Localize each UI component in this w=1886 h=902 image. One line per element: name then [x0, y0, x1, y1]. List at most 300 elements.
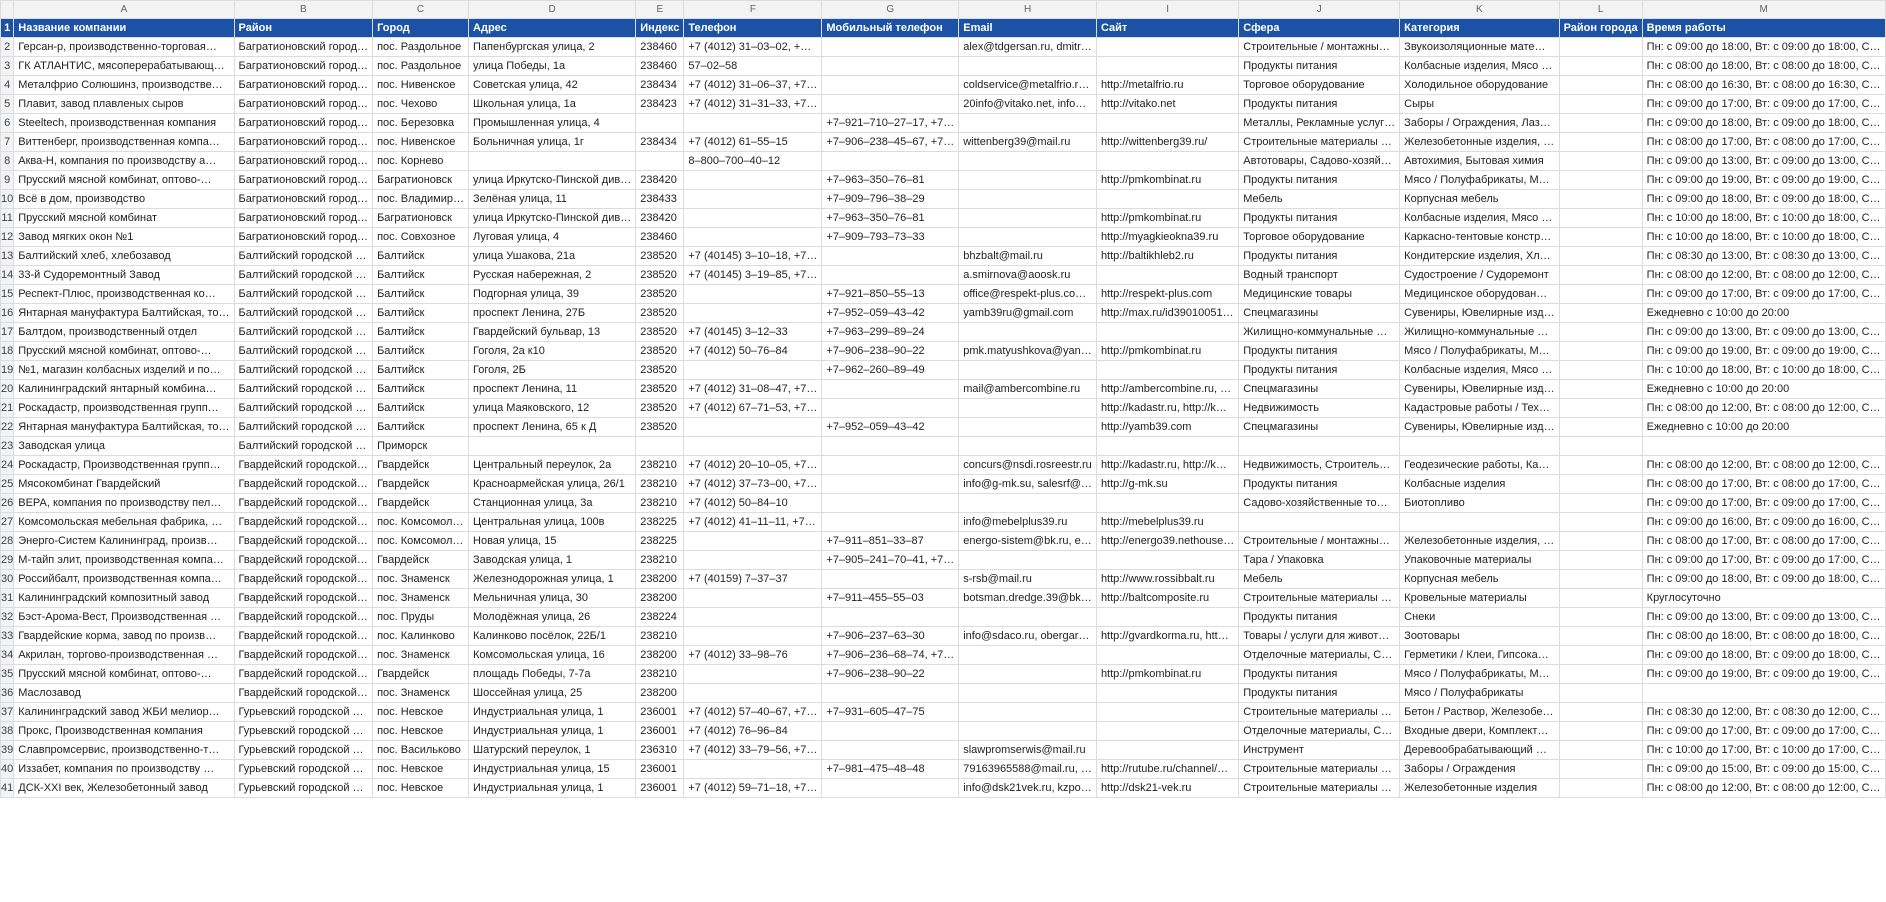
cell[interactable]: [959, 152, 1097, 171]
cell[interactable]: Гвардейский городской…: [234, 646, 373, 665]
cell[interactable]: 238460: [636, 228, 684, 247]
cell[interactable]: [959, 114, 1097, 133]
cell[interactable]: Сувениры, Ювелирные изд…: [1400, 380, 1559, 399]
cell[interactable]: Пн: с 09:00 до 13:00, Вт: с 09:00 до 13:00, С…: [1642, 608, 1885, 627]
cell[interactable]: Папенбургская улица, 2: [469, 38, 636, 57]
cell[interactable]: Недвижимость: [1239, 399, 1400, 418]
cell[interactable]: Холодильное оборудование: [1400, 76, 1559, 95]
cell[interactable]: Пн: с 10:00 до 18:00, Вт: с 10:00 до 18:00, С…: [1642, 361, 1885, 380]
column-header-d[interactable]: D: [469, 1, 636, 19]
cell[interactable]: Продукты питания: [1239, 209, 1400, 228]
cell[interactable]: пос. Невское: [373, 779, 469, 798]
cell[interactable]: Гвардейский городской…: [234, 551, 373, 570]
row-number[interactable]: 2: [1, 38, 14, 57]
cell[interactable]: Отделочные материалы, С…: [1239, 646, 1400, 665]
cell[interactable]: +7–911–455–55–03: [822, 589, 959, 608]
cell[interactable]: [822, 437, 959, 456]
cell[interactable]: Инструмент: [1239, 741, 1400, 760]
cell[interactable]: Снеки: [1400, 608, 1559, 627]
cell[interactable]: Прусский мясной комбинат: [14, 209, 234, 228]
column-header-j[interactable]: J: [1239, 1, 1400, 19]
cell[interactable]: [636, 437, 684, 456]
cell[interactable]: Пн: с 10:00 до 18:00, Вт: с 10:00 до 18:00, С…: [1642, 209, 1885, 228]
cell[interactable]: Багратионовск: [373, 209, 469, 228]
cell[interactable]: +7 (4012) 33–98–76: [684, 646, 822, 665]
cell[interactable]: Подгорная улица, 39: [469, 285, 636, 304]
cell[interactable]: Пн: с 10:00 до 18:00, Вт: с 10:00 до 18:00, С…: [1642, 228, 1885, 247]
cell[interactable]: 236310: [636, 741, 684, 760]
cell[interactable]: Steeltech, производственная компания: [14, 114, 234, 133]
cell[interactable]: пос. Березовка: [373, 114, 469, 133]
cell[interactable]: Балтийск: [373, 361, 469, 380]
cell[interactable]: Железнодорожная улица, 1: [469, 570, 636, 589]
cell[interactable]: [959, 171, 1097, 190]
cell[interactable]: Мясокомбинат Гвардейский: [14, 475, 234, 494]
cell[interactable]: Балтийский городской …: [234, 342, 373, 361]
cell[interactable]: http://kadastr.ru, http://k…: [1096, 456, 1238, 475]
cell[interactable]: [1559, 589, 1642, 608]
cell[interactable]: Геодезические работы, Ка…: [1400, 456, 1559, 475]
cell[interactable]: [959, 665, 1097, 684]
cell[interactable]: Багратионовский город…: [234, 209, 373, 228]
row-number[interactable]: 34: [1, 646, 14, 665]
cell[interactable]: Товары / услуги для живот…: [1239, 627, 1400, 646]
cell[interactable]: пос. Чехово: [373, 95, 469, 114]
cell[interactable]: Железобетонные изделия, …: [1400, 532, 1559, 551]
cell[interactable]: [684, 171, 822, 190]
cell[interactable]: Индустриальная улица, 1: [469, 722, 636, 741]
cell[interactable]: +7 (4012) 31–08–47, +7…: [684, 380, 822, 399]
cell[interactable]: Багратионовский город…: [234, 171, 373, 190]
cell[interactable]: 236001: [636, 779, 684, 798]
cell[interactable]: [822, 152, 959, 171]
cell[interactable]: Приморск: [373, 437, 469, 456]
cell[interactable]: Балтийск: [373, 304, 469, 323]
cell[interactable]: http://wittenberg39.ru/: [1096, 133, 1238, 152]
cell[interactable]: Входные двери, Комплект…: [1400, 722, 1559, 741]
cell[interactable]: +7–906–238–45–67, +7…: [822, 133, 959, 152]
cell[interactable]: 238520: [636, 266, 684, 285]
cell[interactable]: [1559, 722, 1642, 741]
cell[interactable]: [684, 304, 822, 323]
cell[interactable]: [1096, 646, 1238, 665]
cell[interactable]: [959, 228, 1097, 247]
cell[interactable]: Корпусная мебель: [1400, 190, 1559, 209]
cell[interactable]: Мясо / Полуфабрикаты, М…: [1400, 665, 1559, 684]
header-cell[interactable]: Город: [373, 19, 469, 38]
cell[interactable]: [1096, 494, 1238, 513]
cell[interactable]: пос. Васильково: [373, 741, 469, 760]
cell[interactable]: [1096, 266, 1238, 285]
cell[interactable]: +7–981–475–48–48: [822, 760, 959, 779]
cell[interactable]: Заборы / Ограждения: [1400, 760, 1559, 779]
cell[interactable]: Жилищно-коммунальные …: [1239, 323, 1400, 342]
cell[interactable]: Мебель: [1239, 190, 1400, 209]
cell[interactable]: Пн: с 09:00 до 13:00, Вт: с 09:00 до 13:00, С…: [1642, 152, 1885, 171]
cell[interactable]: Жилищно-коммунальные …: [1400, 323, 1559, 342]
cell[interactable]: [959, 703, 1097, 722]
cell[interactable]: Багратионовский город…: [234, 57, 373, 76]
cell[interactable]: +7 (4012) 76–96–84: [684, 722, 822, 741]
cell[interactable]: [1559, 551, 1642, 570]
cell[interactable]: Красноармейская улица, 26/1: [469, 475, 636, 494]
cell[interactable]: Биотопливо: [1400, 494, 1559, 513]
cell[interactable]: Гвардейский городской…: [234, 665, 373, 684]
cell[interactable]: [1559, 703, 1642, 722]
cell[interactable]: 238210: [636, 475, 684, 494]
cell[interactable]: Пн: с 08:00 до 17:00, Вт: с 08:00 до 17:00, С…: [1642, 532, 1885, 551]
cell[interactable]: Спецмагазины: [1239, 418, 1400, 437]
cell[interactable]: [469, 152, 636, 171]
cell[interactable]: Пн: с 09:00 до 19:00, Вт: с 09:00 до 19:00, С…: [1642, 665, 1885, 684]
cell[interactable]: http://yamb39.com: [1096, 418, 1238, 437]
cell[interactable]: Балтийский городской …: [234, 285, 373, 304]
cell[interactable]: [1559, 760, 1642, 779]
cell[interactable]: [1559, 418, 1642, 437]
cell[interactable]: проспект Ленина, 11: [469, 380, 636, 399]
cell[interactable]: Корпусная мебель: [1400, 570, 1559, 589]
cell[interactable]: Промышленная улица, 4: [469, 114, 636, 133]
cell[interactable]: пос. Нивенское: [373, 133, 469, 152]
cell[interactable]: Пн: с 08:00 до 17:00, Вт: с 08:00 до 17:00, С…: [1642, 133, 1885, 152]
cell[interactable]: [1559, 38, 1642, 57]
cell[interactable]: Пн: с 09:00 до 13:00, Вт: с 09:00 до 13:00, С…: [1642, 323, 1885, 342]
cell[interactable]: Колбасные изделия, Мясо …: [1400, 361, 1559, 380]
cell[interactable]: Прокс, Производственная компания: [14, 722, 234, 741]
cell[interactable]: пос. Нивенское: [373, 76, 469, 95]
cell[interactable]: 238520: [636, 399, 684, 418]
cell[interactable]: +7 (4012) 41–11–11, +7…: [684, 513, 822, 532]
cell[interactable]: [1559, 285, 1642, 304]
cell[interactable]: пос. Комсомол…: [373, 513, 469, 532]
cell[interactable]: Колбасные изделия: [1400, 475, 1559, 494]
cell[interactable]: +7–906–238–90–22: [822, 665, 959, 684]
cell[interactable]: +7–952–059–43–42: [822, 304, 959, 323]
cell[interactable]: +7 (4012) 31–03–02, +…: [684, 38, 822, 57]
cell[interactable]: пос. Совхозное: [373, 228, 469, 247]
cell[interactable]: [959, 209, 1097, 228]
row-number[interactable]: 27: [1, 513, 14, 532]
cell[interactable]: Пн: с 09:00 до 18:00, Вт: с 09:00 до 18:00, С…: [1642, 114, 1885, 133]
cell[interactable]: info@mebelplus39.ru: [959, 513, 1097, 532]
cell[interactable]: [684, 589, 822, 608]
cell[interactable]: 236001: [636, 722, 684, 741]
cell[interactable]: Продукты питания: [1239, 171, 1400, 190]
cell[interactable]: Круглосуточно: [1642, 589, 1885, 608]
header-cell[interactable]: Время работы: [1642, 19, 1885, 38]
cell[interactable]: Комсомольская улица, 16: [469, 646, 636, 665]
cell[interactable]: Багратионовский город…: [234, 38, 373, 57]
cell[interactable]: slawpromserwis@mail.ru: [959, 741, 1097, 760]
cell[interactable]: Пн: с 09:00 до 17:00, Вт: с 09:00 до 17:00, С…: [1642, 95, 1885, 114]
cell[interactable]: Бетон / Раствор, Железобе…: [1400, 703, 1559, 722]
cell[interactable]: [1400, 437, 1559, 456]
cell[interactable]: [959, 684, 1097, 703]
cell[interactable]: Герметики / Клеи, Гипсока…: [1400, 646, 1559, 665]
cell[interactable]: +7 (4012) 50–84–10: [684, 494, 822, 513]
cell[interactable]: Респект-Плюс, производственная ко…: [14, 285, 234, 304]
cell[interactable]: Гвардейский городской…: [234, 684, 373, 703]
cell[interactable]: +7 (4012) 59–71–18, +7…: [684, 779, 822, 798]
cell[interactable]: +7 (4012) 20–10–05, +7…: [684, 456, 822, 475]
cell[interactable]: Пн: с 09:00 до 18:00, Вт: с 09:00 до 18:00, С…: [1642, 646, 1885, 665]
cell[interactable]: Строительные материалы …: [1239, 703, 1400, 722]
cell[interactable]: [1559, 133, 1642, 152]
cell[interactable]: Багратионовский город…: [234, 228, 373, 247]
cell[interactable]: [1559, 399, 1642, 418]
cell[interactable]: 238433: [636, 190, 684, 209]
row-number[interactable]: 37: [1, 703, 14, 722]
column-header-a[interactable]: A: [14, 1, 234, 19]
cell[interactable]: Сувениры, Ювелирные изд…: [1400, 418, 1559, 437]
cell[interactable]: Гвардейск: [373, 551, 469, 570]
row-number[interactable]: 26: [1, 494, 14, 513]
cell[interactable]: [959, 418, 1097, 437]
cell[interactable]: 238520: [636, 323, 684, 342]
cell[interactable]: Мясо / Полуфабрикаты, М…: [1400, 171, 1559, 190]
cell[interactable]: пос. Знаменск: [373, 684, 469, 703]
column-header-i[interactable]: I: [1096, 1, 1238, 19]
row-number[interactable]: 35: [1, 665, 14, 684]
row-number[interactable]: 30: [1, 570, 14, 589]
cell[interactable]: Автохимия, Бытовая химия: [1400, 152, 1559, 171]
row-number[interactable]: 31: [1, 589, 14, 608]
cell[interactable]: [636, 152, 684, 171]
cell[interactable]: http://metalfrio.ru: [1096, 76, 1238, 95]
cell[interactable]: Гвардейский городской…: [234, 608, 373, 627]
cell[interactable]: Заводская улица: [14, 437, 234, 456]
cell[interactable]: Балтийский городской …: [234, 266, 373, 285]
cell[interactable]: 238200: [636, 684, 684, 703]
cell[interactable]: Пн: с 09:00 до 18:00, Вт: с 09:00 до 18:00, С…: [1642, 190, 1885, 209]
cell[interactable]: Калининградский композитный завод: [14, 589, 234, 608]
cell[interactable]: http://myagkieokna39.ru: [1096, 228, 1238, 247]
cell[interactable]: Пн: с 08:30 до 12:00, Вт: с 08:30 до 12:00, С…: [1642, 703, 1885, 722]
cell[interactable]: http://kadastr.ru, http://k…: [1096, 399, 1238, 418]
cell[interactable]: +7–906–237–63–30: [822, 627, 959, 646]
cell[interactable]: Металфрио Солюшинз, производстве…: [14, 76, 234, 95]
row-number[interactable]: 22: [1, 418, 14, 437]
cell[interactable]: 57–02–58: [684, 57, 822, 76]
cell[interactable]: [1096, 152, 1238, 171]
cell[interactable]: http://ambercombine.ru, …: [1096, 380, 1238, 399]
cell[interactable]: [1559, 779, 1642, 798]
cell[interactable]: Комсомольская мебельная фабрика, …: [14, 513, 234, 532]
cell[interactable]: Ежедневно с 10:00 до 20:00: [1642, 304, 1885, 323]
cell[interactable]: +7 (4012) 57–40–67, +7…: [684, 703, 822, 722]
cell[interactable]: Пн: с 08:00 до 12:00, Вт: с 08:00 до 12:00, С…: [1642, 456, 1885, 475]
cell[interactable]: Балтийск: [373, 380, 469, 399]
cell[interactable]: [822, 513, 959, 532]
cell[interactable]: Станционная улица, 3а: [469, 494, 636, 513]
cell[interactable]: проспект Ленина, 65 к Д: [469, 418, 636, 437]
cell[interactable]: +7–963–350–76–81: [822, 171, 959, 190]
cell[interactable]: Центральный переулок, 2а: [469, 456, 636, 475]
cell[interactable]: [1642, 437, 1885, 456]
cell[interactable]: Индустриальная улица, 1: [469, 703, 636, 722]
cell[interactable]: Энерго-Систем Калининград, произв…: [14, 532, 234, 551]
cell[interactable]: Кондитерские изделия, Хл…: [1400, 247, 1559, 266]
cell[interactable]: Сыры: [1400, 95, 1559, 114]
cell[interactable]: 238210: [636, 456, 684, 475]
cell[interactable]: Строительные материалы …: [1239, 133, 1400, 152]
cell[interactable]: [822, 380, 959, 399]
cell[interactable]: Гвардейск: [373, 494, 469, 513]
cell[interactable]: Железобетонные изделия: [1400, 779, 1559, 798]
header-cell[interactable]: Сайт: [1096, 19, 1238, 38]
cell[interactable]: [822, 266, 959, 285]
cell[interactable]: Советская улица, 42: [469, 76, 636, 95]
cell[interactable]: Багратионовский город…: [234, 190, 373, 209]
header-cell[interactable]: Email: [959, 19, 1097, 38]
cell[interactable]: +7–931–605–47–75: [822, 703, 959, 722]
cell[interactable]: +7–905–241–70–41, +7…: [822, 551, 959, 570]
cell[interactable]: Пн: с 08:00 до 12:00, Вт: с 08:00 до 12:00, С…: [1642, 399, 1885, 418]
row-number[interactable]: 4: [1, 76, 14, 95]
cell[interactable]: Строительные / монтажны…: [1239, 38, 1400, 57]
cell[interactable]: Недвижимость, Строитель…: [1239, 456, 1400, 475]
row-number[interactable]: 40: [1, 760, 14, 779]
cell[interactable]: Балтийский городской …: [234, 304, 373, 323]
cell[interactable]: Гвардейский бульвар, 13: [469, 323, 636, 342]
cell[interactable]: http://www.rossibbalt.ru: [1096, 570, 1238, 589]
cell[interactable]: [684, 665, 822, 684]
cell[interactable]: [1096, 608, 1238, 627]
cell[interactable]: [1559, 95, 1642, 114]
cell[interactable]: 33-й Судоремонтный Завод: [14, 266, 234, 285]
cell[interactable]: http://baltikhleb2.ru: [1096, 247, 1238, 266]
cell[interactable]: [959, 57, 1097, 76]
cell[interactable]: Русская набережная, 2: [469, 266, 636, 285]
cell[interactable]: Роскадастр, Производственная групп…: [14, 456, 234, 475]
cell[interactable]: [1559, 171, 1642, 190]
row-number[interactable]: 36: [1, 684, 14, 703]
cell[interactable]: [822, 779, 959, 798]
cell[interactable]: Гоголя, 2а к10: [469, 342, 636, 361]
cell[interactable]: Балтийск: [373, 247, 469, 266]
cell[interactable]: площадь Победы, 7-7а: [469, 665, 636, 684]
row-number[interactable]: 29: [1, 551, 14, 570]
cell[interactable]: Всё в дом, производство: [14, 190, 234, 209]
row-number[interactable]: 8: [1, 152, 14, 171]
column-header-h[interactable]: H: [959, 1, 1097, 19]
cell[interactable]: Шатурский переулок, 1: [469, 741, 636, 760]
cell[interactable]: 238210: [636, 494, 684, 513]
column-header-m[interactable]: M: [1642, 1, 1885, 19]
cell[interactable]: coldservice@metalfrio.r…: [959, 76, 1097, 95]
cell[interactable]: Садово-хозяйственные то…: [1239, 494, 1400, 513]
cell[interactable]: Сувениры, Ювелирные изд…: [1400, 304, 1559, 323]
cell[interactable]: [1559, 228, 1642, 247]
cell[interactable]: Прусский мясной комбинат, оптово-…: [14, 665, 234, 684]
cell[interactable]: [1559, 570, 1642, 589]
cell[interactable]: [822, 475, 959, 494]
cell[interactable]: [822, 570, 959, 589]
cell[interactable]: +7 (4012) 50–76–84: [684, 342, 822, 361]
row-number[interactable]: 3: [1, 57, 14, 76]
cell[interactable]: Российбалт, производственная компа…: [14, 570, 234, 589]
cell[interactable]: [959, 551, 1097, 570]
cell[interactable]: wittenberg39@mail.ru: [959, 133, 1097, 152]
cell[interactable]: Медицинские товары: [1239, 285, 1400, 304]
cell[interactable]: Мебель: [1239, 570, 1400, 589]
column-header-c[interactable]: C: [373, 1, 469, 19]
cell[interactable]: [1559, 190, 1642, 209]
row-number[interactable]: 5: [1, 95, 14, 114]
select-all-corner[interactable]: [1, 1, 14, 19]
cell[interactable]: 238225: [636, 532, 684, 551]
cell[interactable]: Балтийск: [373, 266, 469, 285]
cell[interactable]: Гурьевский городской …: [234, 722, 373, 741]
cell[interactable]: Торговое оборудование: [1239, 76, 1400, 95]
cell[interactable]: 238420: [636, 209, 684, 228]
cell[interactable]: ГК АТЛАНТИС, мясоперерабатывающ…: [14, 57, 234, 76]
cell[interactable]: [1559, 665, 1642, 684]
cell[interactable]: [959, 437, 1097, 456]
cell[interactable]: Пн: с 08:00 до 18:00, Вт: с 08:00 до 18:00, С…: [1642, 57, 1885, 76]
cell[interactable]: 238420: [636, 171, 684, 190]
cell[interactable]: Продукты питания: [1239, 247, 1400, 266]
cell[interactable]: [1096, 57, 1238, 76]
cell[interactable]: [684, 437, 822, 456]
cell[interactable]: http://gvardkorma.ru, htt…: [1096, 627, 1238, 646]
cell[interactable]: Плавит, завод плавленых сыров: [14, 95, 234, 114]
cell[interactable]: Гвардейский городской…: [234, 532, 373, 551]
cell[interactable]: [684, 608, 822, 627]
cell[interactable]: Гвардейские корма, завод по произв…: [14, 627, 234, 646]
cell[interactable]: +7–962–260–89–49: [822, 361, 959, 380]
cell[interactable]: Гвардейский городской…: [234, 494, 373, 513]
cell[interactable]: [1239, 437, 1400, 456]
header-cell[interactable]: Район города: [1559, 19, 1642, 38]
cell[interactable]: [959, 646, 1097, 665]
cell[interactable]: [1096, 437, 1238, 456]
header-cell[interactable]: Индекс: [636, 19, 684, 38]
cell[interactable]: Ежедневно с 10:00 до 20:00: [1642, 380, 1885, 399]
row-number[interactable]: 17: [1, 323, 14, 342]
row-number[interactable]: 6: [1, 114, 14, 133]
cell[interactable]: Калининградский завод ЖБИ мелиор…: [14, 703, 234, 722]
header-cell[interactable]: Адрес: [469, 19, 636, 38]
cell[interactable]: [1096, 684, 1238, 703]
cell[interactable]: Калининградский янтарный комбина…: [14, 380, 234, 399]
cell[interactable]: [1559, 513, 1642, 532]
cell[interactable]: Пн: с 09:00 до 19:00, Вт: с 09:00 до 19:00, С…: [1642, 171, 1885, 190]
row-number[interactable]: 11: [1, 209, 14, 228]
cell[interactable]: Гвардейск: [373, 665, 469, 684]
cell[interactable]: http://max.ru/id39010051…: [1096, 304, 1238, 323]
cell[interactable]: alex@tdgersan.ru, dmitr…: [959, 38, 1097, 57]
cell[interactable]: Продукты питания: [1239, 57, 1400, 76]
row-number[interactable]: 21: [1, 399, 14, 418]
cell[interactable]: №1, магазин колбасных изделий и по…: [14, 361, 234, 380]
header-cell[interactable]: Мобильный телефон: [822, 19, 959, 38]
cell[interactable]: М-тайп элит, производственная компа…: [14, 551, 234, 570]
cell[interactable]: [1096, 38, 1238, 57]
cell[interactable]: +7 (4012) 67–71–53, +7…: [684, 399, 822, 418]
cell[interactable]: Мясо / Полуфабрикаты, М…: [1400, 342, 1559, 361]
cell[interactable]: [684, 361, 822, 380]
cell[interactable]: Балтийск: [373, 323, 469, 342]
cell[interactable]: Каркасно-тентовые констр…: [1400, 228, 1559, 247]
header-cell[interactable]: Район: [234, 19, 373, 38]
cell[interactable]: +7–921–850–55–13: [822, 285, 959, 304]
cell[interactable]: +7–906–236–68–74, +7…: [822, 646, 959, 665]
cell[interactable]: Балтийск: [373, 342, 469, 361]
cell[interactable]: +7–963–350–76–81: [822, 209, 959, 228]
cell[interactable]: 238520: [636, 247, 684, 266]
cell[interactable]: Продукты питания: [1239, 95, 1400, 114]
